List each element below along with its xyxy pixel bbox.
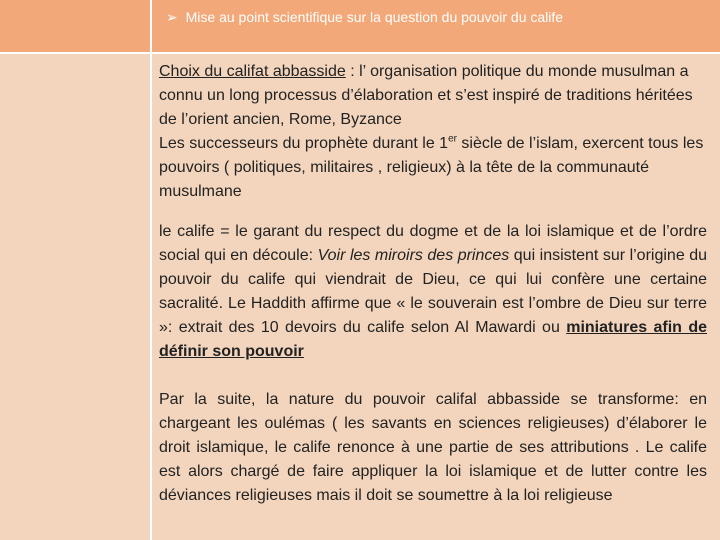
- paragraph-califat: [159, 60, 707, 204]
- paragraph-califat-text: : l’ organisation politique du monde musulman a connu un long processus d’élaboration et s’est inspiré de traditions héritées de l’orient ancien, Rome, Byzance: [159, 63, 693, 128]
- miroirs-des-princes: Voir les miroirs des princes: [317, 247, 510, 264]
- header-bar: [152, 0, 720, 52]
- garant-text: le calife = le garant du respect du dogme et de la loi islamique et de l’ordre social qui en découle:: [159, 223, 707, 264]
- miniatures-link[interactable]: miniatures afin de définir son pouvoir: [159, 319, 708, 360]
- content-cell: [152, 54, 720, 540]
- header-title-text: Mise au point scientifique sur la question du pouvoir du calife: [185, 9, 564, 25]
- successeurs-text: Les successeurs du prophète durant le 1: [159, 135, 449, 152]
- califat-link[interactable]: Choix du califat abbasside: [159, 63, 346, 80]
- left-header-cell: [0, 0, 150, 52]
- left-column: [0, 0, 150, 540]
- successeurs-text-rest: siècle de l’islam, exercent tous les pouvoirs ( politiques, militaires , religieux) à la tête de la communauté musulmane: [159, 135, 704, 200]
- superscript-er: er: [448, 133, 457, 145]
- arrow-bullet-icon: ➢: [166, 9, 178, 25]
- garant-text-rest: qui insistent sur l’origine du pouvoir du calife qui viendrait de Dieu, ce qui lui confère une certaine sacralité. Le Haddith affirme que « le souverain est l’ombre de Dieu sur terre »: extrait des 10 devoirs du calife selon Al Mawardi ou: [159, 247, 708, 336]
- paragraph-calife-garant: [159, 220, 707, 364]
- paragraph-transformation: Par la suite, la nature du pouvoir califal abbasside se transforme: en chargeant les oulémas ( les savants en sciences religieuses) d’élaborer le droit islamique, le calife renonce à une partie de ses attributions . Le calife est alors chargé de faire appliquer la loi islamique et de lutter contre les déviances religieuses mais il doit se soumettre à la loi religieuse: [159, 391, 707, 504]
- header-title: [166, 9, 563, 26]
